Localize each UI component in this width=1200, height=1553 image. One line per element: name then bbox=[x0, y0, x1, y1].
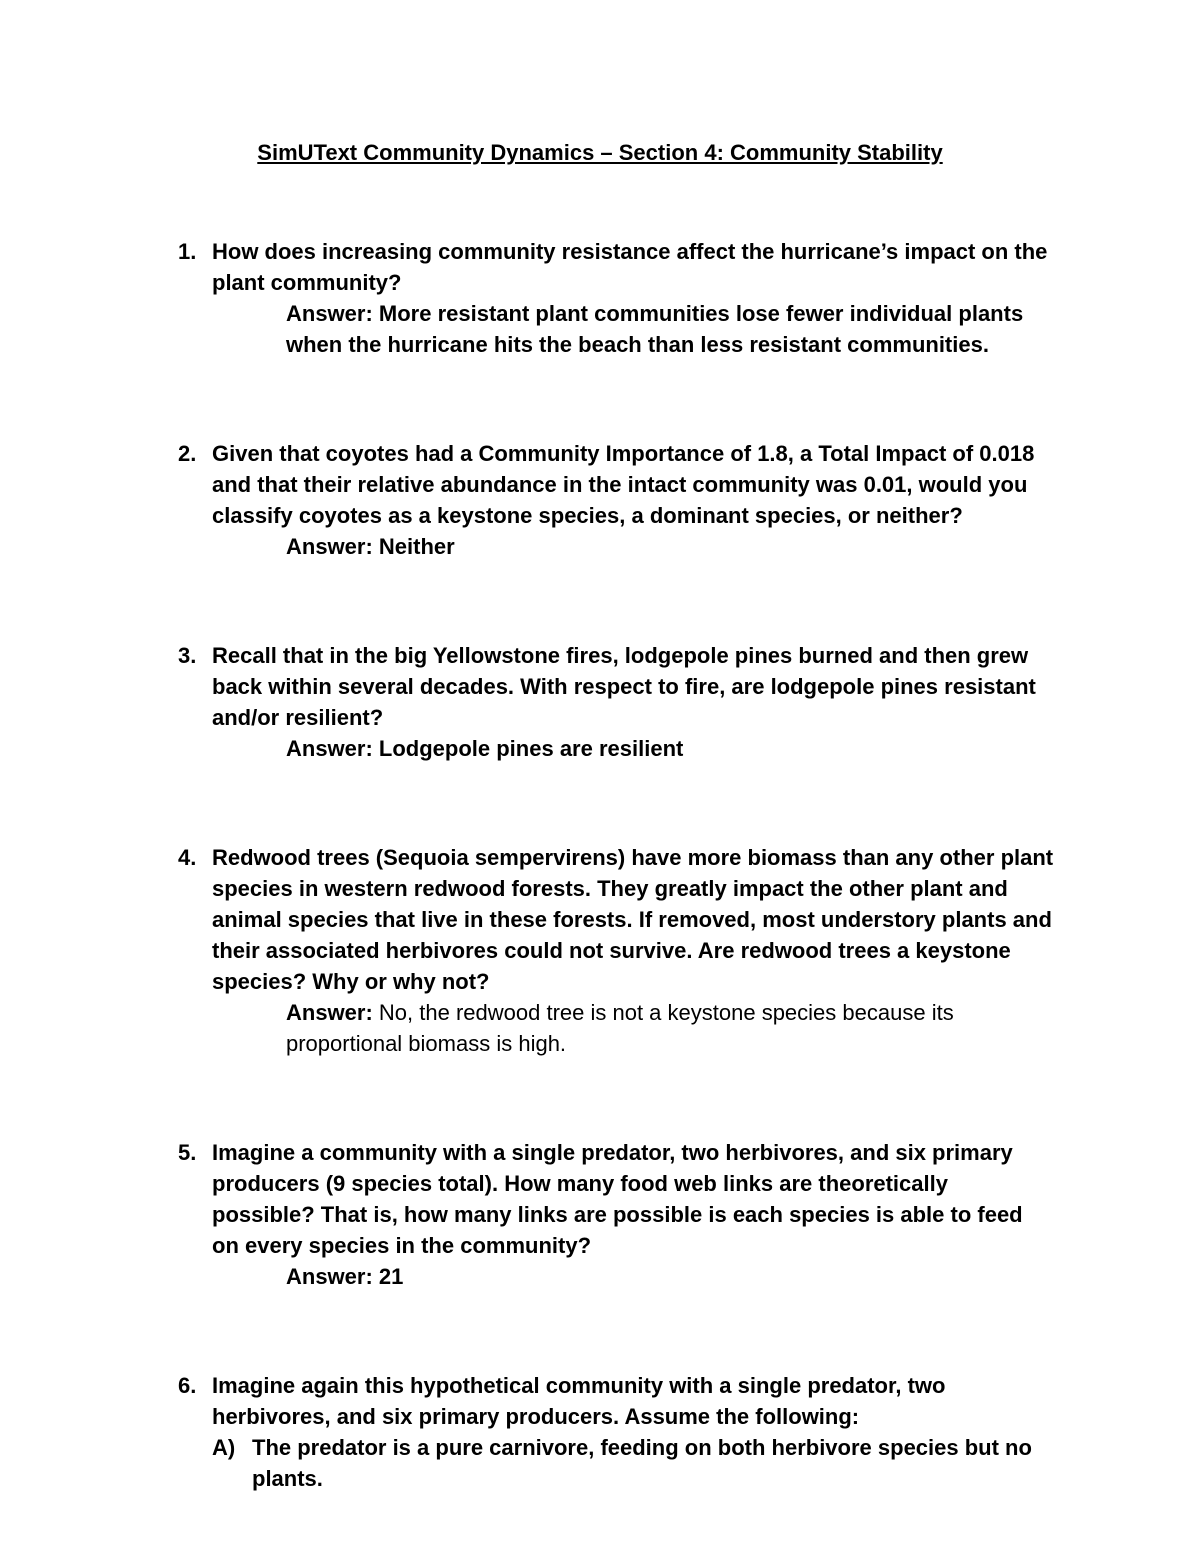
question-5 bbox=[178, 1137, 1055, 1292]
answer-label: Answer: bbox=[286, 1000, 373, 1025]
question-text: Redwood trees (Sequoia sempervirens) have more biomass than any other plant species in western redwood forests. They greatly impact the other plant and animal species that live in these forests. If removed, most understory plants and their associated herbivores could not survive. Are redwood trees a keystone species? Why or why not? bbox=[212, 845, 1054, 994]
question-body bbox=[212, 842, 1055, 1059]
question-1 bbox=[178, 236, 1055, 360]
page-title: SimUText Community Dynamics – Section 4: Community Stability bbox=[257, 140, 943, 165]
question-6 bbox=[178, 1370, 1055, 1494]
answer-text: No, the redwood tree is not a keystone species because its proportional biomass is high. bbox=[286, 1000, 954, 1056]
answer-paragraph bbox=[212, 298, 1055, 360]
question-body bbox=[212, 438, 1055, 562]
answer-text: 21 bbox=[378, 1264, 404, 1289]
answer-text: Lodgepole pines are resilient bbox=[378, 736, 684, 761]
question-3 bbox=[178, 640, 1055, 764]
question-number: 2. bbox=[178, 441, 197, 466]
question-number: 1. bbox=[178, 239, 197, 264]
answer-paragraph bbox=[212, 997, 1055, 1059]
question-text: Imagine a community with a single predator, two herbivores, and six primary producers (9 species total). How many food web links are theoretically possible? That is, how many links are possible is each species is able to feed on every species in the community? bbox=[212, 1140, 1023, 1258]
answer-paragraph bbox=[212, 531, 1055, 562]
answer-text: Neither bbox=[378, 534, 455, 559]
question-number: 3. bbox=[178, 643, 197, 668]
question-body bbox=[212, 1370, 1055, 1494]
question-4 bbox=[178, 842, 1055, 1059]
question-text: Recall that in the big Yellowstone fires, lodgepole pines burned and then grew back within several decades. With respect to fire, are lodgepole pines resistant and/or resilient? bbox=[212, 643, 1036, 730]
sub-item-text: The predator is a pure carnivore, feeding on both herbivore species but no plants. bbox=[252, 1435, 1032, 1491]
question-number: 6. bbox=[178, 1373, 197, 1398]
answer-label: Answer: bbox=[286, 301, 373, 326]
question-number: 5. bbox=[178, 1140, 197, 1165]
answer-label: Answer: bbox=[286, 736, 373, 761]
sub-item-label: A) bbox=[212, 1435, 236, 1460]
question-text: How does increasing community resistance affect the hurricane’s impact on the plant community? bbox=[212, 239, 1048, 295]
question-text: Given that coyotes had a Community Importance of 1.8, a Total Impact of 0.018 and that their relative abundance in the intact community was 0.01, would you classify coyotes as a keystone species, a dominant species, or neither? bbox=[212, 441, 1035, 528]
question-text: Imagine again this hypothetical community with a single predator, two herbivores, and six primary producers. Assume the following: bbox=[212, 1373, 946, 1429]
answer-text: More resistant plant communities lose fewer individual plants when the hurricane hits the beach than less resistant communities. bbox=[286, 301, 1024, 357]
answer-label: Answer: bbox=[286, 534, 373, 559]
answer-paragraph bbox=[212, 733, 1055, 764]
question-number: 4. bbox=[178, 845, 197, 870]
question-body bbox=[212, 640, 1055, 764]
answer-paragraph bbox=[212, 1261, 1055, 1292]
question-sub-item bbox=[212, 1432, 1055, 1494]
question-body bbox=[212, 236, 1055, 360]
question-2 bbox=[178, 438, 1055, 562]
answer-label: Answer: bbox=[286, 1264, 373, 1289]
question-body bbox=[212, 1137, 1055, 1292]
